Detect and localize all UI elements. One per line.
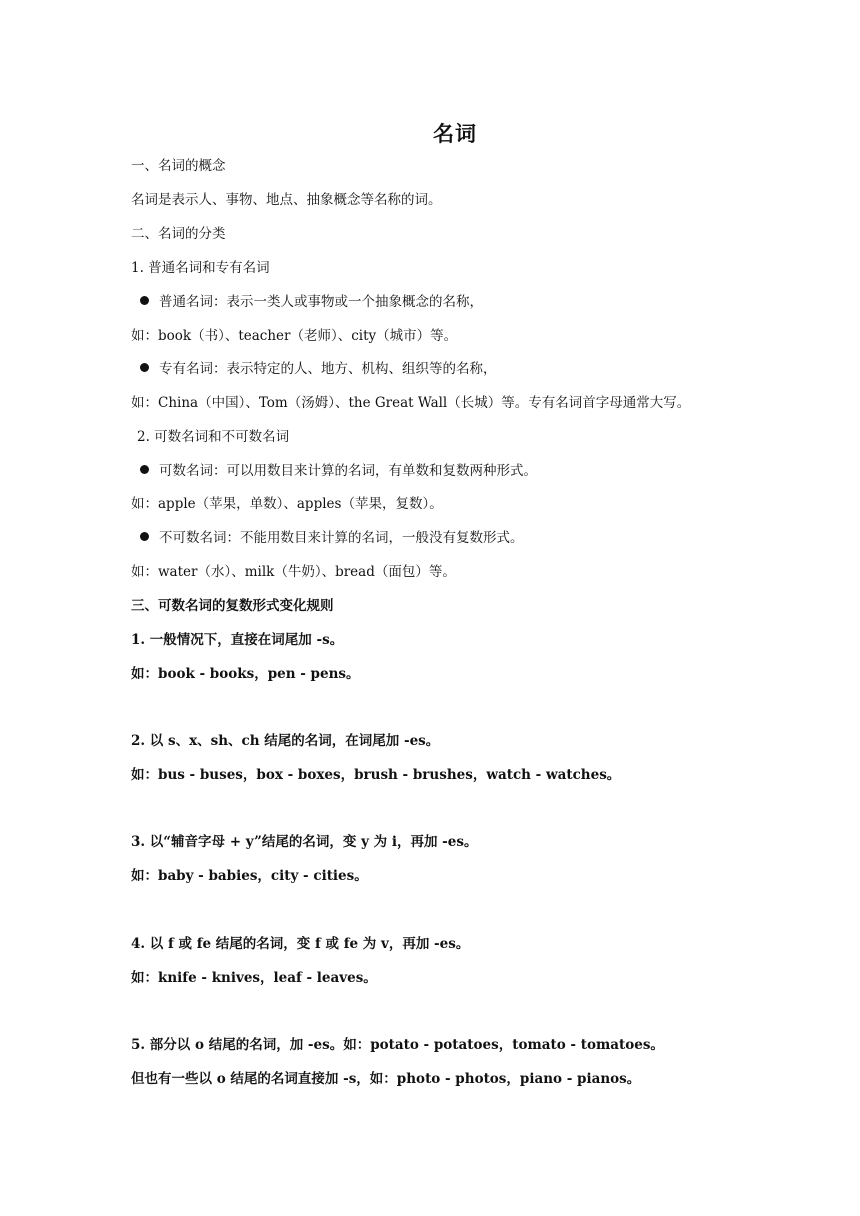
- bullet-text: 可数名词：可以用数目来计算的名词，有单数和复数两种形式。: [159, 463, 537, 479]
- rule-line: 5. 部分以 o 结尾的名词，加 -es。如：potato - potatoes，tomato - tomatoes。: [131, 1037, 664, 1053]
- example-line: 如：baby - babies，city - cities。: [131, 868, 368, 884]
- example-line: 如：apple（苹果，单数）、apples（苹果，复数）。: [131, 496, 443, 512]
- section-heading-classification: 二、名词的分类: [131, 226, 226, 242]
- section-heading-plural-rules: 三、可数名词的复数形式变化规则: [131, 598, 334, 614]
- bullet-icon: [140, 296, 149, 305]
- bullet-icon: [140, 465, 149, 474]
- example-line: 如：China（中国）、Tom（汤姆）、the Great Wall（长城）等。专有名词首字母通常大写。: [131, 395, 691, 411]
- section-heading-concept: 一、名词的概念: [131, 158, 226, 174]
- bullet-item: [140, 292, 483, 312]
- paragraph: 名词是表示人、事物、地点、抽象概念等名称的词。: [131, 192, 442, 208]
- example-line: 如：book（书）、teacher（老师）、city（城市）等。: [131, 328, 458, 344]
- bullet-text: 专有名词：表示特定的人、地方、机构、组织等的名称，: [159, 361, 497, 377]
- example-line: 如：water（水）、milk（牛奶）、bread（面包）等。: [131, 564, 456, 580]
- rule-line: 2. 以 s、x、sh、ch 结尾的名词，在词尾加 -es。: [131, 733, 440, 749]
- bullet-item: [140, 359, 497, 379]
- document-title: 名词: [433, 121, 477, 146]
- bullet-item: [140, 528, 524, 548]
- rule-line: 但也有一些以 o 结尾的名词直接加 -s，如：photo - photos，piano - pianos。: [131, 1071, 641, 1087]
- rule-line: 1. 一般情况下，直接在词尾加 -s。: [131, 632, 344, 648]
- bullet-text: 普通名词：表示一类人或事物或一个抽象概念的名称，: [159, 294, 483, 310]
- example-line: 如：bus - buses，box - boxes，brush - brushes，watch - watches。: [131, 767, 621, 783]
- bullet-item: [140, 461, 537, 481]
- bullet-icon: [140, 363, 149, 372]
- rule-line: 3. 以“辅音字母 + y”结尾的名词，变 y 为 i，再加 -es。: [131, 834, 478, 850]
- example-line: 如：book - books，pen - pens。: [131, 666, 360, 682]
- bullet-icon: [140, 532, 149, 541]
- rule-line: 4. 以 f 或 fe 结尾的名词，变 f 或 fe 为 v，再加 -es。: [131, 936, 470, 952]
- subheading: 1. 普通名词和专有名词: [131, 260, 270, 276]
- subheading: 2. 可数名词和不可数名词: [137, 429, 290, 445]
- example-line: 如：knife - knives，leaf - leaves。: [131, 970, 377, 986]
- bullet-text: 不可数名词：不能用数目来计算的名词，一般没有复数形式。: [159, 530, 524, 546]
